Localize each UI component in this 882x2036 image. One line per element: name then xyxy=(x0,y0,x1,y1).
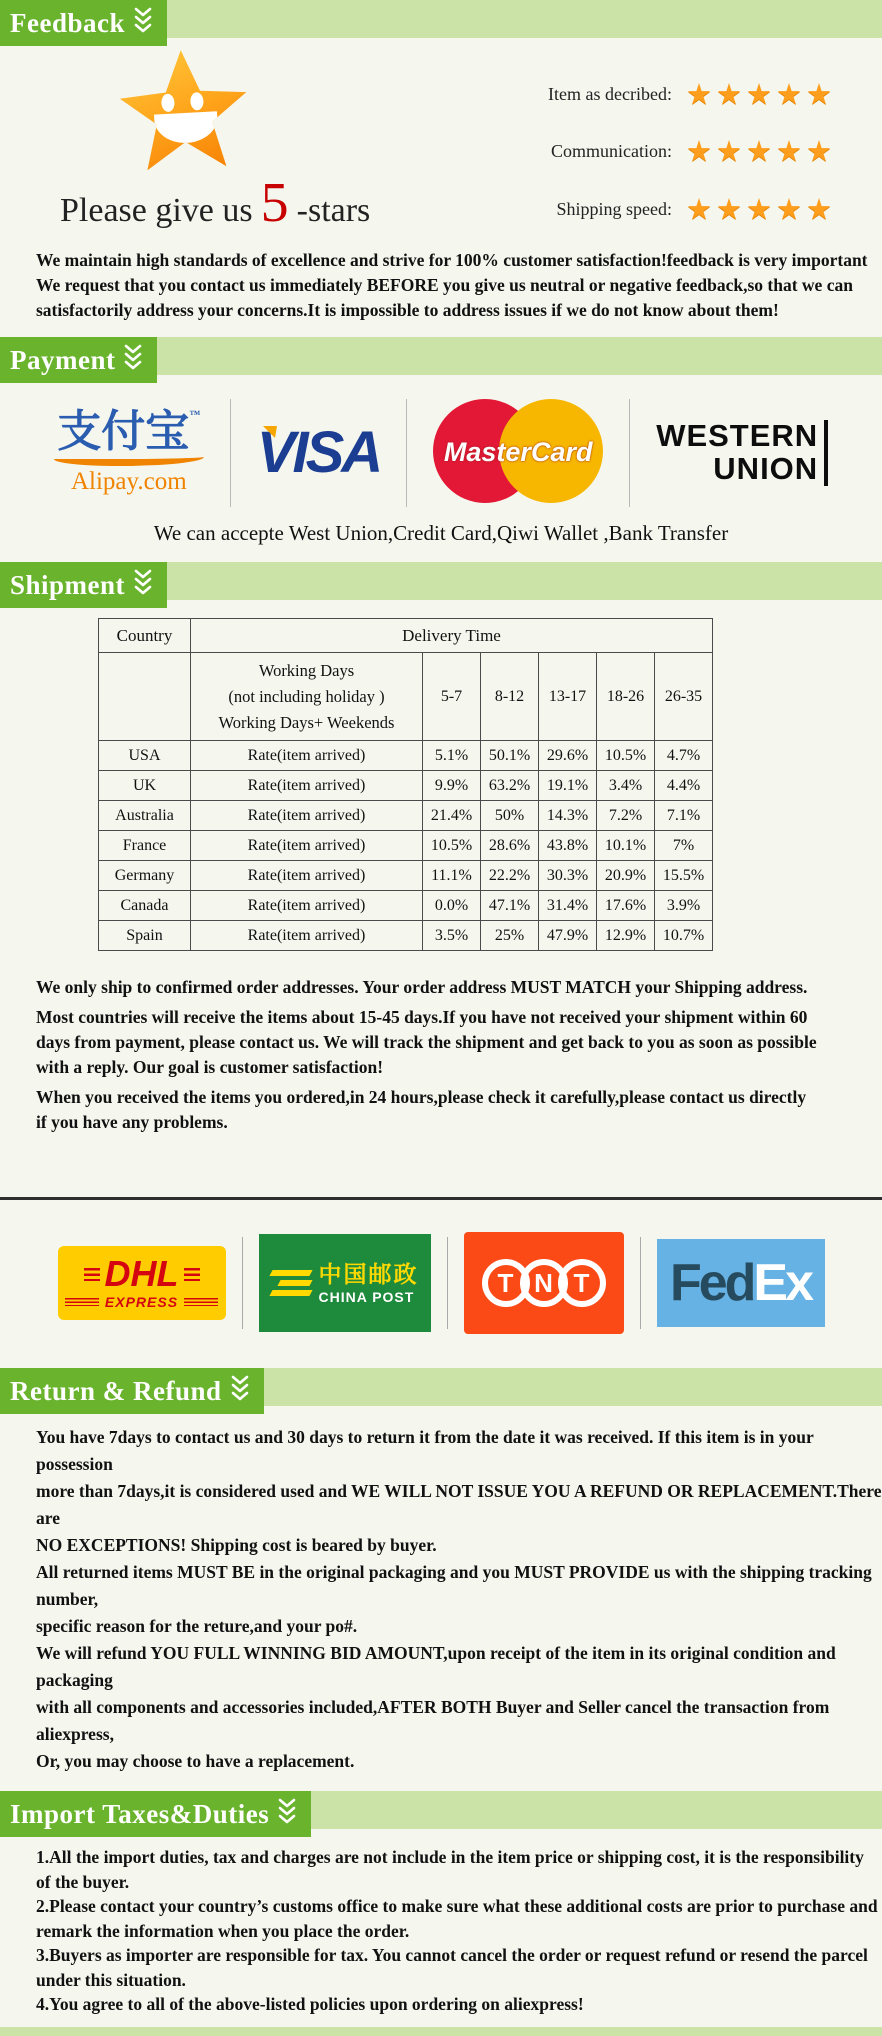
country-cell: France xyxy=(99,831,191,861)
shipment-paragraph-2 xyxy=(36,1005,882,1080)
rating-rows xyxy=(548,74,836,230)
return-line: specific reason for the reture,and your po#. xyxy=(36,1616,358,1636)
working-days-line: Working Days+ Weekends xyxy=(218,712,395,732)
rate-cell: 31.4% xyxy=(539,891,597,921)
dhl-wordmark xyxy=(84,1253,200,1294)
shipment-line: Most countries will receive the items about 15-45 days.If you have not received your shipment within 60 xyxy=(36,1007,808,1027)
import-line: of the buyer. xyxy=(36,1871,130,1892)
dhl-express-text: EXPRESS xyxy=(104,1294,179,1310)
rate-cell: 3.5% xyxy=(423,921,481,951)
return-refund-section-header[interactable] xyxy=(0,1368,264,1414)
rate-cell: 7.1% xyxy=(655,801,713,831)
dhl-dashes-right xyxy=(184,1268,200,1281)
feedback-section-bar xyxy=(0,0,882,38)
star-smile xyxy=(154,111,219,145)
rate-cell: 30.3% xyxy=(539,861,597,891)
rate-cell: 10.5% xyxy=(597,741,655,771)
rate-cell: 14.3% xyxy=(539,801,597,831)
chevron-down-icon xyxy=(230,1374,250,1409)
alipay-logo xyxy=(54,407,204,496)
shipment-line: We only ship to confirmed order addresses. Your order address MUST MATCH your Shipping address. xyxy=(36,977,808,997)
rate-label-cell: Rate(item arrived) xyxy=(191,801,423,831)
alipay-cjk-text: 支付宝™ xyxy=(57,407,201,456)
table-row-uk xyxy=(99,771,713,801)
tagline-number: 5 xyxy=(260,172,289,234)
tnt-logo xyxy=(464,1232,624,1334)
day-range-cell: 8-12 xyxy=(481,653,539,741)
delivery-rate-table xyxy=(98,618,713,951)
tagline-prefix: Please give us xyxy=(60,192,253,229)
china-post-logo xyxy=(259,1234,431,1332)
payment-logos-row xyxy=(0,395,882,511)
country-cell: Spain xyxy=(99,921,191,951)
visa-text: VISA xyxy=(256,420,381,485)
feedback-section-title: Feedback xyxy=(10,7,125,38)
return-refund-section-title: Return & Refund xyxy=(10,1375,222,1406)
tnt-circle-t2: T xyxy=(558,1259,606,1307)
country-header-cell: Country xyxy=(99,619,191,653)
return-line: All returned items MUST BE in the original packaging and you MUST PROVIDE us with the shipping tracking number, xyxy=(36,1562,872,1609)
return-refund-section-bar xyxy=(0,1368,882,1406)
chevron-down-icon xyxy=(277,1797,297,1832)
western-union-logo xyxy=(656,420,828,485)
rate-cell: 15.5% xyxy=(655,861,713,891)
table-row-spain xyxy=(99,921,713,951)
western-union-line2: UNION xyxy=(713,451,819,486)
feedback-line: We request that you contact us immediately BEFORE you give us neutral or negative feedback,so that we can xyxy=(36,275,853,295)
import-taxes-section-bar xyxy=(0,1791,882,1829)
logo-divider xyxy=(406,399,407,507)
fedex-ex-text: Ex xyxy=(753,1254,812,1312)
chevron-down-icon xyxy=(133,568,153,603)
horizontal-divider xyxy=(0,1197,882,1200)
logo-divider xyxy=(640,1237,641,1329)
rate-cell: 3.4% xyxy=(597,771,655,801)
dhl-text: DHL xyxy=(104,1253,179,1294)
rate-cell: 4.4% xyxy=(655,771,713,801)
day-range-cell: 26-35 xyxy=(655,653,713,741)
table-row-germany xyxy=(99,861,713,891)
shipment-line: with a reply. Our goal is customer satisfaction! xyxy=(36,1057,384,1077)
logo-divider xyxy=(230,399,231,507)
western-union-line1: WESTERN xyxy=(656,418,819,454)
import-taxes-section-header[interactable] xyxy=(0,1791,311,1837)
import-line: 3.Buyers as importer are responsible for tax. You cannot cancel the order or request refund or resend the parcel xyxy=(36,1945,868,1965)
star-eye-left xyxy=(161,93,175,112)
rate-cell: 11.1% xyxy=(423,861,481,891)
mastercard-text: MasterCard xyxy=(443,437,593,467)
china-post-text-block xyxy=(319,1261,419,1305)
carrier-logos-row xyxy=(0,1222,882,1344)
chevron-down-icon xyxy=(123,343,143,378)
china-post-cjk-text: 中国邮政 xyxy=(318,1262,419,1288)
table-row-france xyxy=(99,831,713,861)
rate-label-cell: Rate(item arrived) xyxy=(191,861,423,891)
payment-section-title: Payment xyxy=(10,344,116,375)
rate-cell: 7% xyxy=(655,831,713,861)
rate-cell: 4.7% xyxy=(655,741,713,771)
rate-cell: 43.8% xyxy=(539,831,597,861)
country-cell: Canada xyxy=(99,891,191,921)
rating-label-shipping-speed: Shipping speed: xyxy=(556,198,672,219)
bottom-green-strip xyxy=(0,2027,882,2036)
trademark-symbol: ™ xyxy=(189,409,201,421)
delivery-time-header-cell: Delivery Time xyxy=(191,619,713,653)
working-days-row xyxy=(99,653,713,741)
rate-cell: 47.9% xyxy=(539,921,597,951)
feedback-line: We maintain high standards of excellence and strive for 100% customer satisfaction!feedback is very important xyxy=(36,250,868,270)
star-eye-right xyxy=(190,92,204,111)
return-line: Or, you may choose to have a replacement. xyxy=(36,1751,355,1771)
rate-label-cell: Rate(item arrived) xyxy=(191,921,423,951)
rate-cell: 28.6% xyxy=(481,831,539,861)
feedback-paragraph xyxy=(36,248,882,323)
five-star-icons: ★★★★★ xyxy=(686,77,836,112)
smiley-star-icon xyxy=(115,47,253,180)
day-range-cell: 18-26 xyxy=(597,653,655,741)
table-row-australia xyxy=(99,801,713,831)
rate-cell: 10.7% xyxy=(655,921,713,951)
shipment-section-title: Shipment xyxy=(10,569,126,600)
alipay-domain-text: Alipay.com xyxy=(70,468,187,495)
rating-label-item-as-described: Item as decribed: xyxy=(548,84,672,105)
rating-label-communication: Communication: xyxy=(551,141,672,162)
empty-cell xyxy=(99,653,191,741)
rate-cell: 3.9% xyxy=(655,891,713,921)
fedex-fed-text: Fed xyxy=(669,1254,754,1312)
china-post-en-text: CHINA POST xyxy=(318,1288,415,1305)
rate-cell: 47.1% xyxy=(481,891,539,921)
return-line: You have 7days to contact us and 30 days to return it from the date it was received. If this item is in your possession xyxy=(36,1427,814,1474)
return-refund-paragraph xyxy=(36,1424,882,1775)
table-row-usa xyxy=(99,741,713,771)
shipment-line: days from payment, please contact us. We will track the shipment and get back to you as soon as possible xyxy=(36,1032,817,1052)
country-cell: UK xyxy=(99,771,191,801)
rate-cell: 25% xyxy=(481,921,539,951)
return-line: more than 7days,it is considered used and WE WILL NOT ISSUE YOU A REFUND OR REPLACEMENT.There are xyxy=(36,1481,882,1528)
table-header-row xyxy=(99,619,713,653)
logo-divider xyxy=(629,399,630,507)
five-star-icons: ★★★★★ xyxy=(686,134,836,169)
shipment-line: When you received the items you ordered,in 24 hours,please check it carefully,please contact us directly xyxy=(36,1087,807,1107)
country-cell: USA xyxy=(99,741,191,771)
dhl-lines-left xyxy=(65,1298,99,1306)
china-post-emblem-icon xyxy=(271,1270,311,1296)
rate-cell: 5.1% xyxy=(423,741,481,771)
feedback-section-header[interactable] xyxy=(0,0,167,46)
rate-cell: 17.6% xyxy=(597,891,655,921)
working-days-cell xyxy=(191,653,423,741)
rate-cell: 22.2% xyxy=(481,861,539,891)
chevron-down-icon xyxy=(133,6,153,41)
import-line: 2.Please contact your country’s customs office to make sure what these additional costs are prior to purchase and xyxy=(36,1896,878,1916)
rate-cell: 9.9% xyxy=(423,771,481,801)
payment-section-header[interactable] xyxy=(0,337,157,383)
shipment-paragraph-3 xyxy=(36,1085,882,1135)
rate-cell: 19.1% xyxy=(539,771,597,801)
return-line: We will refund YOU FULL WINNING BID AMOUNT,upon receipt of the item in its original condition and packaging xyxy=(36,1643,836,1690)
country-cell: Australia xyxy=(99,801,191,831)
return-line: with all components and accessories included,AFTER BOTH Buyer and Seller cancel the transaction from aliexpress, xyxy=(36,1697,830,1744)
feedback-left-column xyxy=(40,42,440,234)
accepted-methods-text: We can accepte West Union,Credit Card,Qiwi Wallet ,Bank Transfer xyxy=(153,521,729,545)
shipment-section-header[interactable] xyxy=(0,562,167,608)
fedex-logo xyxy=(657,1239,825,1327)
visa-gold-flag xyxy=(263,426,277,438)
day-range-cell: 13-17 xyxy=(539,653,597,741)
dhl-dashes-left xyxy=(84,1268,100,1281)
rate-cell: 20.9% xyxy=(597,861,655,891)
feedback-content xyxy=(0,38,882,234)
working-days-line: (not including holiday ) xyxy=(228,686,385,706)
rate-cell: 50.1% xyxy=(481,741,539,771)
rate-cell: 63.2% xyxy=(481,771,539,801)
shipment-line: if you have any problems. xyxy=(36,1112,228,1132)
dhl-express-row xyxy=(65,1294,218,1310)
dhl-logo xyxy=(58,1246,226,1320)
visa-logo xyxy=(256,420,381,485)
import-line: under this situation. xyxy=(36,1969,186,1990)
rate-label-cell: Rate(item arrived) xyxy=(191,771,423,801)
import-taxes-section-title: Import Taxes&Duties xyxy=(10,1798,270,1829)
rate-cell: 29.6% xyxy=(539,741,597,771)
rate-cell: 12.9% xyxy=(597,921,655,951)
rate-cell: 0.0% xyxy=(423,891,481,921)
rate-cell: 50% xyxy=(481,801,539,831)
country-cell: Germany xyxy=(99,861,191,891)
rate-label-cell: Rate(item arrived) xyxy=(191,831,423,861)
rate-cell: 10.1% xyxy=(597,831,655,861)
logo-divider xyxy=(447,1237,448,1329)
rate-cell: 10.5% xyxy=(423,831,481,861)
import-line: 1.All the import duties, tax and charges are not include in the item price or shipping cost, it is the responsibility xyxy=(36,1847,864,1867)
five-star-icons: ★★★★★ xyxy=(686,191,836,226)
working-days-line: Working Days xyxy=(258,660,355,680)
tnt-circle-n: N xyxy=(520,1259,568,1307)
rate-label-cell: Rate(item arrived) xyxy=(191,891,423,921)
tnt-circle-t1: T xyxy=(482,1259,530,1307)
rate-cell: 21.4% xyxy=(423,801,481,831)
table-row-canada xyxy=(99,891,713,921)
shipment-section-bar xyxy=(0,562,882,600)
payment-section-bar xyxy=(0,337,882,375)
shipment-paragraphs xyxy=(36,975,882,1135)
import-line: remark the information when you place the order. xyxy=(36,1920,410,1941)
rate-cell: 7.2% xyxy=(597,801,655,831)
dhl-lines-right xyxy=(184,1298,218,1306)
logo-divider xyxy=(242,1237,243,1329)
shipment-paragraph-1 xyxy=(36,975,882,1000)
import-line: 4.You agree to all of the above-listed policies upon ordering on aliexpress! xyxy=(36,1994,584,2014)
day-range-cell: 5-7 xyxy=(423,653,481,741)
rate-label-cell: Rate(item arrived) xyxy=(191,741,423,771)
return-line: NO EXCEPTIONS! Shipping cost is beared by buyer. xyxy=(36,1535,437,1555)
import-taxes-paragraph xyxy=(36,1845,882,2017)
five-stars-tagline xyxy=(60,172,440,234)
tagline-suffix: -stars xyxy=(296,192,371,229)
mastercard-logo xyxy=(433,399,603,507)
feedback-line: satisfactorily address your concerns.It is impossible to address issues if we do not know about them! xyxy=(36,300,779,320)
